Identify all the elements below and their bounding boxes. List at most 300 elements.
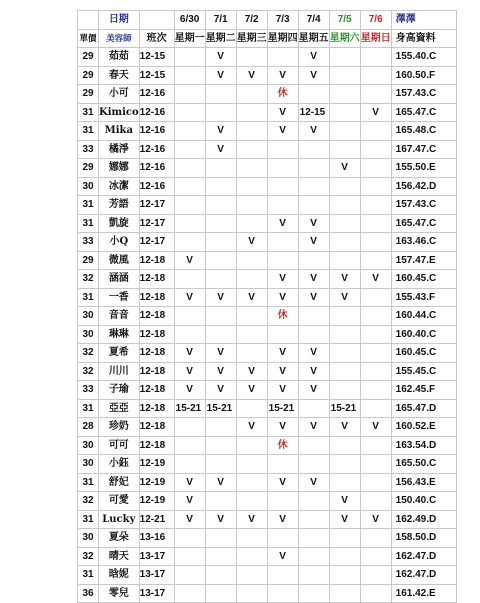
shift-cell: 12-15	[139, 48, 174, 67]
date-cell-saturday: 7/5	[329, 11, 360, 30]
schedule-empty-cell	[205, 455, 236, 474]
schedule-empty-cell	[236, 214, 267, 233]
schedule-empty-cell	[360, 159, 391, 178]
schedule-empty-cell	[236, 196, 267, 215]
schedule-mark-cell: V	[267, 418, 298, 437]
schedule-empty-cell	[174, 325, 205, 344]
schedule-mark-cell: V	[267, 473, 298, 492]
schedule-empty-cell	[298, 529, 329, 548]
header-blank-2	[139, 11, 174, 30]
profile-cell: 160.52.E	[391, 418, 456, 437]
table-row	[78, 85, 457, 104]
schedule-mark-cell: V	[205, 381, 236, 400]
schedule-empty-cell	[236, 48, 267, 67]
price-cell: 33	[78, 233, 99, 252]
shift-cell: 12-19	[139, 455, 174, 474]
profile-cell: 157.43.C	[391, 196, 456, 215]
price-cell: 31	[78, 566, 99, 585]
schedule-mark-cell: V	[174, 344, 205, 363]
stylist-name-cell: 冰潔	[99, 177, 140, 196]
schedule-mark-cell: V	[205, 288, 236, 307]
date-cell: 7/1	[205, 11, 236, 30]
schedule-mark-cell: V	[236, 233, 267, 252]
price-cell: 30	[78, 307, 99, 326]
schedule-empty-cell	[205, 103, 236, 122]
schedule-empty-cell	[174, 270, 205, 289]
schedule-empty-cell	[360, 381, 391, 400]
schedule-empty-cell	[360, 566, 391, 585]
schedule-empty-cell	[236, 436, 267, 455]
price-cell: 30	[78, 177, 99, 196]
schedule-empty-cell	[298, 251, 329, 270]
schedule-empty-cell	[360, 214, 391, 233]
schedule-mark-cell: V	[174, 492, 205, 511]
shift-cell: 12-18	[139, 362, 174, 381]
schedule-mark-cell: V	[267, 547, 298, 566]
stylist-name-cell: 珍奶	[99, 418, 140, 437]
table-row	[78, 48, 457, 67]
schedule-mark-cell: 15-21	[329, 399, 360, 418]
schedule-mark-cell: V	[298, 362, 329, 381]
table-row	[78, 584, 457, 603]
schedule-empty-cell	[360, 48, 391, 67]
profile-cell: 162.49.D	[391, 510, 456, 529]
shift-cell: 13-17	[139, 584, 174, 603]
schedule-empty-cell	[329, 436, 360, 455]
shift-cell: 13-17	[139, 547, 174, 566]
weekday-cell: 星期一	[174, 29, 205, 48]
stylist-name-cell: 舒妃	[99, 473, 140, 492]
table-row	[78, 418, 457, 437]
schedule-empty-cell	[174, 307, 205, 326]
table-row	[78, 344, 457, 363]
schedule-empty-cell	[329, 177, 360, 196]
schedule-empty-cell	[298, 455, 329, 474]
schedule-empty-cell	[236, 251, 267, 270]
schedule-mark-cell: V	[267, 510, 298, 529]
schedule-empty-cell	[360, 529, 391, 548]
profile-cell: 162.47.D	[391, 547, 456, 566]
schedule-mark-cell: V	[267, 103, 298, 122]
stylist-name-cell: 春天	[99, 66, 140, 85]
schedule-empty-cell	[236, 159, 267, 178]
shift-cell: 12-21	[139, 510, 174, 529]
weekday-cell: 星期四	[267, 29, 298, 48]
table-row	[78, 455, 457, 474]
shift-cell: 13-16	[139, 529, 174, 548]
table-row	[78, 529, 457, 548]
schedule-mark-cell: V	[298, 48, 329, 67]
schedule-empty-cell	[174, 159, 205, 178]
schedule-empty-cell	[360, 196, 391, 215]
schedule-empty-cell	[329, 214, 360, 233]
header-blank	[78, 11, 99, 30]
profile-cell: 160.40.C	[391, 325, 456, 344]
schedule-mark-cell: V	[205, 122, 236, 141]
schedule-empty-cell	[174, 233, 205, 252]
stylist-name-cell: 晴天	[99, 547, 140, 566]
weekday-cell-sunday: 星期日	[360, 29, 391, 48]
table-row	[78, 362, 457, 381]
schedule-empty-cell	[205, 214, 236, 233]
stylist-name-cell: Lucky	[99, 510, 140, 529]
schedule-mark-cell: V	[267, 122, 298, 141]
price-cell: 30	[78, 529, 99, 548]
stylist-name-cell: 零兒	[99, 584, 140, 603]
price-cell: 31	[78, 103, 99, 122]
price-cell: 32	[78, 344, 99, 363]
schedule-mark-cell: V	[267, 214, 298, 233]
schedule-empty-cell	[174, 584, 205, 603]
schedule-empty-cell	[267, 492, 298, 511]
profile-cell: 155.45.C	[391, 362, 456, 381]
schedule-empty-cell	[298, 159, 329, 178]
schedule-empty-cell	[329, 196, 360, 215]
weekday-cell: 星期五	[298, 29, 329, 48]
schedule-empty-cell	[236, 85, 267, 104]
schedule-empty-cell	[236, 473, 267, 492]
stylist-name-cell: 可可	[99, 436, 140, 455]
shift-cell: 12-18	[139, 418, 174, 437]
profile-cell: 157.47.E	[391, 251, 456, 270]
schedule-empty-cell	[174, 48, 205, 67]
schedule-empty-cell	[360, 288, 391, 307]
schedule-mark-cell: V	[174, 381, 205, 400]
schedule-mark-cell: 15-21	[174, 399, 205, 418]
schedule-mark-cell: V	[298, 122, 329, 141]
schedule-empty-cell	[267, 529, 298, 548]
schedule-empty-cell	[329, 251, 360, 270]
stylist-name-cell: Mika	[99, 122, 140, 141]
shift-cell: 12-16	[139, 159, 174, 178]
schedule-empty-cell	[236, 122, 267, 141]
profile-cell: 165.47.C	[391, 214, 456, 233]
schedule-empty-cell	[174, 196, 205, 215]
shift-cell: 12-18	[139, 270, 174, 289]
shift-cell: 12-18	[139, 399, 174, 418]
price-cell: 32	[78, 492, 99, 511]
schedule-empty-cell	[329, 584, 360, 603]
shift-cell: 12-19	[139, 473, 174, 492]
price-cell: 33	[78, 140, 99, 159]
schedule-empty-cell	[360, 66, 391, 85]
shift-cell: 12-17	[139, 196, 174, 215]
profile-cell: 150.40.C	[391, 492, 456, 511]
schedule-mark-cell: V	[174, 362, 205, 381]
date-cell-sunday: 7/6	[360, 11, 391, 30]
profile-cell: 156.42.D	[391, 177, 456, 196]
schedule-empty-cell	[298, 399, 329, 418]
schedule-empty-cell	[298, 510, 329, 529]
header-row-labels	[78, 29, 457, 48]
schedule-empty-cell	[360, 122, 391, 141]
schedule-mark-cell: V	[205, 362, 236, 381]
schedule-empty-cell	[267, 48, 298, 67]
table-row	[78, 251, 457, 270]
price-cell: 31	[78, 288, 99, 307]
schedule-empty-cell	[205, 251, 236, 270]
schedule-empty-cell	[174, 122, 205, 141]
schedule-mark-cell: V	[205, 48, 236, 67]
shift-cell: 12-18	[139, 381, 174, 400]
schedule-empty-cell	[360, 436, 391, 455]
schedule-empty-cell	[267, 251, 298, 270]
schedule-empty-cell	[329, 547, 360, 566]
table-row	[78, 547, 457, 566]
schedule-mark-cell: V	[298, 418, 329, 437]
schedule-empty-cell	[329, 325, 360, 344]
schedule-mark-cell: V	[360, 103, 391, 122]
stylist-name-cell: 微風	[99, 251, 140, 270]
schedule-mark-cell: V	[205, 140, 236, 159]
table-row	[78, 566, 457, 585]
stylist-name-cell: 琳琳	[99, 325, 140, 344]
schedule-mark-cell: V	[236, 510, 267, 529]
schedule-empty-cell	[298, 307, 329, 326]
name-header: 澤澤	[391, 11, 456, 30]
schedule-empty-cell	[236, 584, 267, 603]
schedule-mark-cell: V	[298, 288, 329, 307]
schedule-empty-cell	[174, 455, 205, 474]
table-row	[78, 492, 457, 511]
schedule-mark-cell: 12-15	[298, 103, 329, 122]
shift-cell: 12-18	[139, 325, 174, 344]
schedule-mark-cell: V	[360, 510, 391, 529]
table-row	[78, 140, 457, 159]
schedule-mark-cell: 15-21	[267, 399, 298, 418]
schedule-empty-cell	[205, 196, 236, 215]
price-cell: 31	[78, 196, 99, 215]
stylist-name-cell: 一香	[99, 288, 140, 307]
schedule-empty-cell	[174, 418, 205, 437]
profile-cell: 162.45.F	[391, 381, 456, 400]
schedule-table	[77, 10, 457, 603]
schedule-mark-cell: V	[329, 492, 360, 511]
day-off-cell: 休	[267, 436, 298, 455]
schedule-empty-cell	[329, 473, 360, 492]
schedule-empty-cell	[205, 159, 236, 178]
date-cell: 6/30	[174, 11, 205, 30]
price-cell: 32	[78, 362, 99, 381]
schedule-empty-cell	[298, 547, 329, 566]
schedule-mark-cell: V	[298, 233, 329, 252]
schedule-empty-cell	[174, 140, 205, 159]
profile-cell: 162.47.D	[391, 566, 456, 585]
shift-cell: 12-16	[139, 140, 174, 159]
schedule-empty-cell	[329, 66, 360, 85]
profile-cell: 165.47.D	[391, 399, 456, 418]
schedule-empty-cell	[329, 103, 360, 122]
schedule-empty-cell	[236, 455, 267, 474]
schedule-empty-cell	[360, 362, 391, 381]
day-off-cell: 休	[267, 85, 298, 104]
schedule-empty-cell	[236, 103, 267, 122]
profile-cell: 160.44.C	[391, 307, 456, 326]
schedule-empty-cell	[236, 344, 267, 363]
schedule-empty-cell	[205, 492, 236, 511]
schedule-empty-cell	[205, 566, 236, 585]
schedule-empty-cell	[298, 436, 329, 455]
stylist-name-cell: 音音	[99, 307, 140, 326]
profile-cell: 155.40.C	[391, 48, 456, 67]
shift-cell: 12-18	[139, 307, 174, 326]
price-cell: 32	[78, 547, 99, 566]
schedule-empty-cell	[205, 547, 236, 566]
table-row	[78, 233, 457, 252]
class-label: 班次	[139, 29, 174, 48]
schedule-empty-cell	[360, 307, 391, 326]
schedule-mark-cell: V	[267, 362, 298, 381]
stylist-name-cell: 涵涵	[99, 270, 140, 289]
schedule-mark-cell: V	[298, 381, 329, 400]
profile-cell: 155.50.E	[391, 159, 456, 178]
schedule-mark-cell: V	[205, 510, 236, 529]
price-cell: 28	[78, 418, 99, 437]
schedule-empty-cell	[360, 399, 391, 418]
table-row	[78, 196, 457, 215]
schedule-empty-cell	[329, 48, 360, 67]
schedule-empty-cell	[298, 325, 329, 344]
profile-cell: 165.48.C	[391, 122, 456, 141]
shift-cell: 12-17	[139, 214, 174, 233]
schedule-mark-cell: V	[267, 66, 298, 85]
table-row	[78, 325, 457, 344]
schedule-mark-cell: V	[298, 66, 329, 85]
schedule-empty-cell	[298, 196, 329, 215]
price-cell: 31	[78, 122, 99, 141]
schedule-mark-cell: V	[236, 418, 267, 437]
schedule-empty-cell	[267, 196, 298, 215]
stylist-name-cell: 小鈺	[99, 455, 140, 474]
table-row	[78, 399, 457, 418]
price-cell: 30	[78, 436, 99, 455]
schedule-empty-cell	[236, 566, 267, 585]
schedule-empty-cell	[205, 307, 236, 326]
table-row	[78, 436, 457, 455]
schedule-empty-cell	[267, 140, 298, 159]
weekday-cell: 星期二	[205, 29, 236, 48]
schedule-empty-cell	[360, 233, 391, 252]
table-row	[78, 66, 457, 85]
schedule-empty-cell	[174, 547, 205, 566]
schedule-empty-cell	[205, 233, 236, 252]
shift-cell: 12-18	[139, 251, 174, 270]
stylist-label: 美容師	[99, 29, 140, 48]
stylist-name-cell: 茹茹	[99, 48, 140, 67]
schedule-empty-cell	[174, 436, 205, 455]
schedule-mark-cell: V	[298, 214, 329, 233]
schedule-empty-cell	[205, 436, 236, 455]
schedule-empty-cell	[267, 159, 298, 178]
stylist-name-cell: 芳語	[99, 196, 140, 215]
stylist-name-cell: 凱旋	[99, 214, 140, 233]
schedule-empty-cell	[267, 566, 298, 585]
price-cell: 33	[78, 381, 99, 400]
stylist-name-cell: 子瑜	[99, 381, 140, 400]
schedule-mark-cell: V	[236, 362, 267, 381]
stylist-name-cell: 娜娜	[99, 159, 140, 178]
schedule-mark-cell: V	[298, 270, 329, 289]
shift-cell: 12-16	[139, 85, 174, 104]
shift-cell: 12-16	[139, 177, 174, 196]
shift-cell: 12-18	[139, 288, 174, 307]
schedule-empty-cell	[236, 140, 267, 159]
schedule-empty-cell	[360, 325, 391, 344]
shift-cell: 12-17	[139, 233, 174, 252]
shift-cell: 12-19	[139, 492, 174, 511]
profile-cell: 156.43.E	[391, 473, 456, 492]
schedule-empty-cell	[360, 140, 391, 159]
table-row	[78, 270, 457, 289]
price-cell: 29	[78, 251, 99, 270]
stylist-name-cell: 晗妮	[99, 566, 140, 585]
stylist-name-cell: 川川	[99, 362, 140, 381]
profile-cell: 160.50.F	[391, 66, 456, 85]
schedule-empty-cell	[236, 547, 267, 566]
schedule-empty-cell	[298, 566, 329, 585]
schedule-empty-cell	[205, 529, 236, 548]
schedule-empty-cell	[267, 325, 298, 344]
schedule-empty-cell	[329, 381, 360, 400]
schedule-mark-cell: 15-21	[205, 399, 236, 418]
schedule-empty-cell	[236, 529, 267, 548]
schedule-empty-cell	[298, 492, 329, 511]
schedule-mark-cell: V	[174, 288, 205, 307]
shift-cell: 12-18	[139, 436, 174, 455]
schedule-empty-cell	[329, 233, 360, 252]
stylist-name-cell: 小可	[99, 85, 140, 104]
schedule-empty-cell	[205, 85, 236, 104]
profile-cell: 165.50.C	[391, 455, 456, 474]
schedule-empty-cell	[205, 270, 236, 289]
table-row	[78, 177, 457, 196]
stylist-name-cell: 亞亞	[99, 399, 140, 418]
price-cell: 29	[78, 159, 99, 178]
price-cell: 31	[78, 473, 99, 492]
schedule-empty-cell	[174, 103, 205, 122]
schedule-empty-cell	[174, 529, 205, 548]
table-row	[78, 214, 457, 233]
schedule-mark-cell: V	[267, 270, 298, 289]
profile-cell: 155.43.F	[391, 288, 456, 307]
profile-cell: 157.43.C	[391, 85, 456, 104]
price-label: 單價	[78, 29, 99, 48]
schedule-mark-cell: V	[205, 344, 236, 363]
schedule-empty-cell	[329, 307, 360, 326]
header-row-dates	[78, 11, 457, 30]
schedule-empty-cell	[360, 177, 391, 196]
schedule-mark-cell: V	[236, 381, 267, 400]
schedule-empty-cell	[360, 344, 391, 363]
table-row	[78, 103, 457, 122]
table-row	[78, 510, 457, 529]
day-off-cell: 休	[267, 307, 298, 326]
schedule-mark-cell: V	[174, 251, 205, 270]
profile-header: 身高資料	[391, 29, 456, 48]
schedule-mark-cell: V	[298, 473, 329, 492]
schedule-empty-cell	[205, 418, 236, 437]
weekday-cell: 星期三	[236, 29, 267, 48]
schedule-mark-cell: V	[174, 510, 205, 529]
profile-cell: 158.50.D	[391, 529, 456, 548]
schedule-empty-cell	[205, 177, 236, 196]
schedule-mark-cell: V	[329, 510, 360, 529]
schedule-empty-cell	[329, 122, 360, 141]
profile-cell: 163.46.C	[391, 233, 456, 252]
stylist-name-cell: Kimico	[99, 103, 140, 122]
stylist-name-cell: 可愛	[99, 492, 140, 511]
schedule-mark-cell: V	[205, 66, 236, 85]
